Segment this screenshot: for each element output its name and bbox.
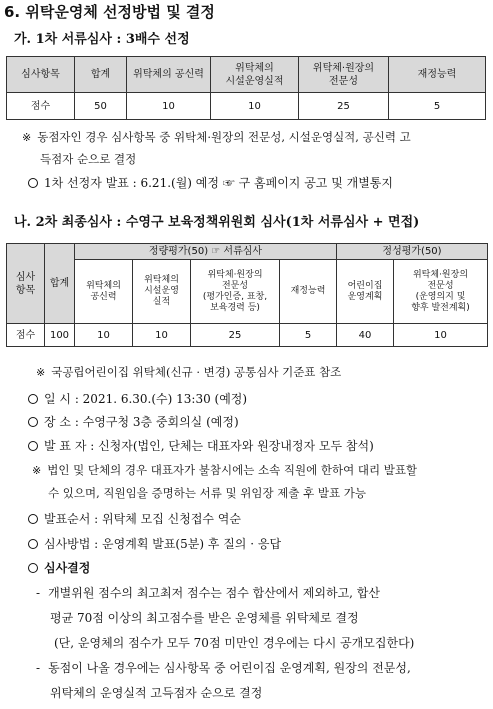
section1-heading: 가. 1차 서류심사 : 3배수 선정 <box>14 32 190 47</box>
table1-header-expertise: 위탁체·원장의 전문성 <box>299 57 389 93</box>
table1-cell: 25 <box>299 93 389 120</box>
table2-sub-finance: 재정능력 <box>280 260 337 324</box>
bullet-circle-icon <box>28 514 38 524</box>
table2-cell: 10 <box>75 324 133 347</box>
bullet-circle-icon <box>28 417 38 427</box>
table1-cell: 10 <box>211 93 299 120</box>
dash-marker: - <box>36 586 41 600</box>
table1-header-credibility: 위탁체의 공신력 <box>127 57 211 93</box>
table2-cell: 40 <box>337 324 394 347</box>
reference-mark-icon: ※ <box>36 366 46 379</box>
reference-note: ※ 국공립어린이집 위탁체(신규 · 변경) 공통심사 기준표 참조 <box>36 365 342 379</box>
table1-header-item: 심사항목 <box>7 57 75 93</box>
decision-item-1-line2: 평균 70점 이상의 최고점수를 받은 운영체를 위탁체로 결정 <box>50 611 359 625</box>
decision-item-2-line1: - 동점이 나올 경우에는 심사항목 중 어린이집 운영계획, 원장의 전문성, <box>36 661 411 675</box>
table2-cell: 5 <box>280 324 337 347</box>
bullet-circle-icon <box>28 441 38 451</box>
decision-item-1-line3: (단, 운영체의 점수가 모두 70점 미만인 경우에는 다시 공개모집한다) <box>54 636 415 650</box>
note-tie-line1: ※ 동점자인 경우 심사항목 중 위탁체·원장의 전문성, 시설운영실적, 공신력 고 <box>22 130 411 144</box>
decision-item-1-line1: - 개별위원 점수의 최고최저 점수는 점수 합산에서 제외하고, 합산 <box>36 586 380 600</box>
table2-sub-vision: 위탁체·원장의 전문성 (운영의지 및 향후 발전계획) <box>394 260 488 324</box>
note-tie-line2: 득점자 순으로 결정 <box>40 152 137 166</box>
screening-table-1 <box>6 56 486 120</box>
page-title: 6. 위탁운영체 선정방법 및 결정 <box>4 3 215 21</box>
table2-group-qualitative: 정성평가(50) <box>337 244 488 260</box>
table1-cell: 10 <box>127 93 211 120</box>
table2-cell: 25 <box>191 324 280 347</box>
proxy-note-line1: ※ 법인 및 단체의 경우 대표자가 불참시에는 소속 직원에 한하여 대리 발표할 <box>32 463 418 477</box>
screening-table-2 <box>6 243 488 347</box>
decision-item-2-line2: 위탁체의 운영실적 고득점자 순으로 결정 <box>50 686 263 700</box>
bullet-circle-icon <box>28 563 38 573</box>
table2-cell: 10 <box>133 324 191 347</box>
bullet-circle-icon <box>28 178 38 188</box>
proxy-note-line2: 수 있으며, 직원임을 증명하는 서류 및 위임장 제출 후 발표 가능 <box>48 486 366 500</box>
date-line: 일 시 : 2021. 6.30.(수) 13:30 (예정) <box>28 390 247 407</box>
bullet-circle-icon <box>28 539 38 549</box>
table2-cell: 100 <box>45 324 75 347</box>
table2-header-item: 심사 항목 <box>7 244 45 324</box>
table2-cell: 점수 <box>7 324 45 347</box>
table1-header-total: 합계 <box>75 57 127 93</box>
table1-cell: 5 <box>389 93 486 120</box>
method-line: 심사방법 : 운영계획 발표(5분) 후 질의 · 응답 <box>28 535 281 552</box>
first-announcement: 1차 선정자 발표 : 6.21.(월) 예정 ☞ 구 홈페이지 공고 및 개별통지 <box>28 174 393 191</box>
order-line: 발표순서 : 위탁체 모집 신청접수 역순 <box>28 510 241 527</box>
table2-sub-expertise: 위탁체·원장의 전문성 (평가인증, 표창, 보육경력 등) <box>191 260 280 324</box>
reference-mark-icon: ※ <box>22 131 32 144</box>
table1-cell: 50 <box>75 93 127 120</box>
bullet-circle-icon <box>28 394 38 404</box>
presenter-line: 발 표 자 : 신청자(법인, 단체는 대표자와 원장내정자 모두 참석) <box>28 437 374 454</box>
decision-title: 심사결정 <box>28 559 90 576</box>
table2-sub-track-record: 위탁체의 시설운영 실적 <box>133 260 191 324</box>
table1-header-track-record: 위탁체의 시설운영실적 <box>211 57 299 93</box>
place-line: 장 소 : 수영구청 3층 중회의실 (예정) <box>28 413 239 430</box>
reference-mark-icon: ※ <box>32 464 42 477</box>
table2-sub-operation-plan: 어린이집 운영계획 <box>337 260 394 324</box>
table1-cell: 점수 <box>7 93 75 120</box>
table2-group-quantitative: 정량평가(50) ☞ 서류심사 <box>75 244 337 260</box>
dash-marker: - <box>36 661 41 675</box>
table1-header-finance: 재정능력 <box>389 57 486 93</box>
table2-header-total: 합계 <box>45 244 75 324</box>
section2-heading: 나. 2차 최종심사 : 수영구 보육정책위원회 심사(1차 서류심사 + 면접) <box>14 215 420 230</box>
table2-cell: 10 <box>394 324 488 347</box>
table2-sub-credibility: 위탁체의 공신력 <box>75 260 133 324</box>
